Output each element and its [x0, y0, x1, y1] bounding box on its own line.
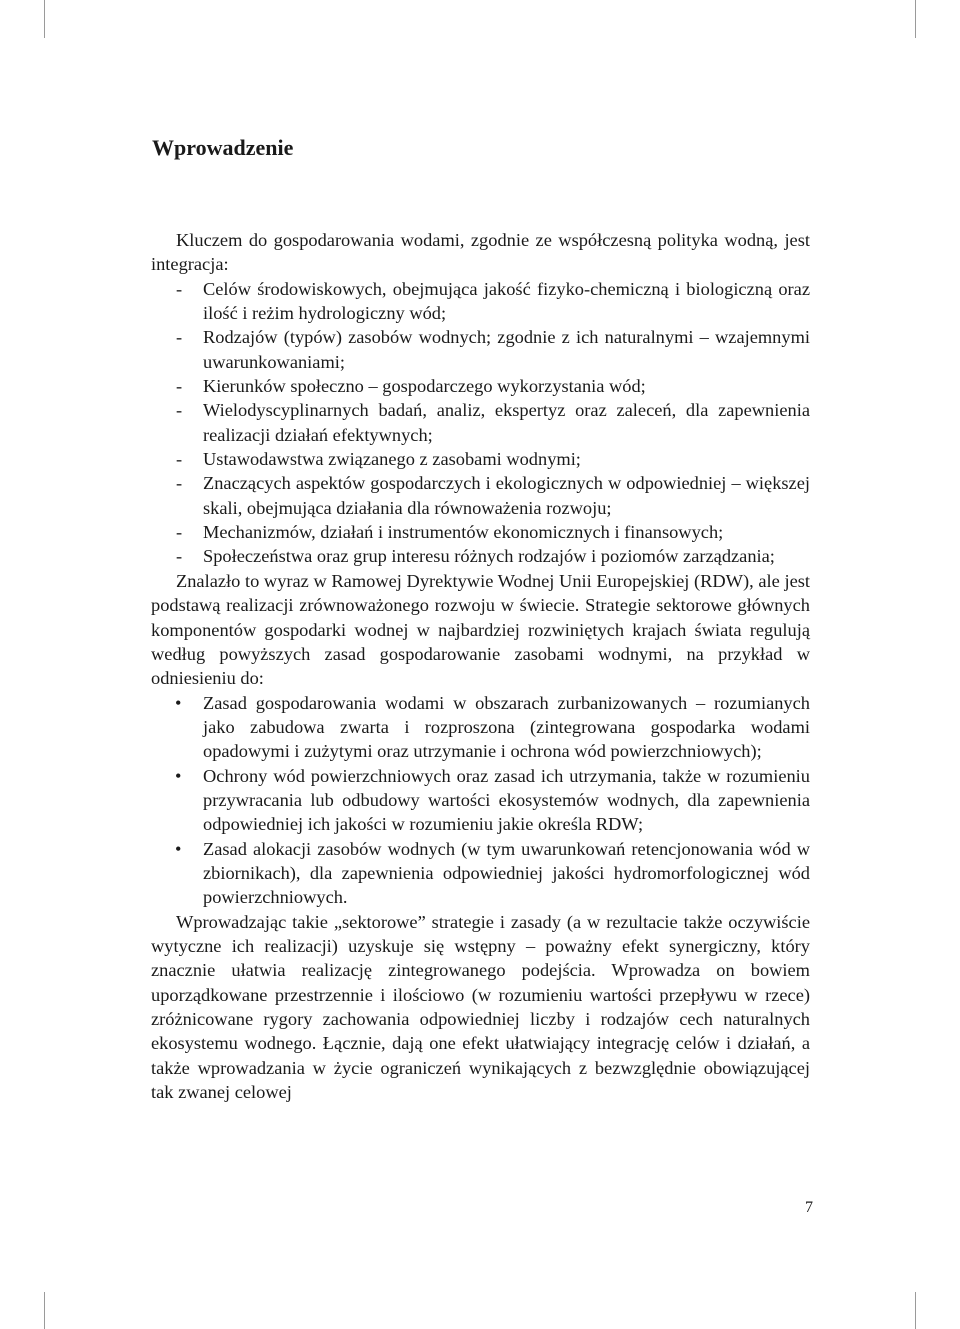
dash-marker: - [176, 522, 183, 543]
list-item [151, 374, 810, 398]
list-item-text: Kierunków społeczno – gospodarczego wykorzystania wód; [203, 376, 646, 397]
list-item [151, 471, 810, 520]
list-item [151, 277, 810, 326]
list-item-text: Zasad gospodarowania wodami w obszarach zurbanizowanych – rozumianych jako zabudowa zwarta i rozproszona (zintegrowana gospodarka wodami opadowymi i zużytymi oraz utrzymanie i ochrona wód powierzchniowych); [203, 692, 810, 762]
dash-marker: - [176, 546, 183, 567]
list-item-text: Rodzajów (typów) zasobów wodnych; zgodnie z ich naturalnymi – wzajemnymi uwarunkowaniami; [203, 327, 810, 372]
list-item [151, 520, 810, 544]
list-item-text: Znaczących aspektów gospodarczych i ekologicznych w odpowiedniej – większej skali, obejmująca działania dla równoważenia rozwoju; [203, 473, 810, 518]
body-text [151, 228, 810, 1104]
bullet-marker: • [175, 838, 182, 859]
intro-paragraph: Kluczem do gospodarowania wodami, zgodnie ze współczesną polityka wodną, jest integracja: [151, 230, 810, 275]
rdw-paragraph: Znalazło to wyraz w Ramowej Dyrektywie Wodnej Unii Europejskiej (RDW), ale jest podstawą realizacji zrównoważonego rozwoju w świecie. Strategie sektorowe głównych komponentów gospodarki wodnej w najbardziej rozwiniętych krajach świata regulują według powyższych zasad gospodarowanie zasobami wodnymi, na przykład w odniesieniu do: [151, 570, 810, 689]
page-number: 7 [805, 1199, 813, 1216]
dash-marker: - [176, 473, 183, 494]
synergy-paragraph: Wprowadzając takie „sektorowe” strategie i zasady (a w rezultacie także oczywiście wytyczne ich realizacji) uzyskuje się wstępny – poważny efekt synergiczny, który znacznie ułatwia realizację zintegrowanego podejścia. Wprowadza on bowiem uporządkowane przestrzennie i ilościowo (w rozumieniu wartości przepływu w rzece) zróżnicowane rygory zachowania odpowiedniej liczby i rodzajów cech naturalnych ekosystemu wodnego. Łącznie, dają one efekt ułatwiający integrację celów i działań, a także wprowadzania w życie ograniczeń wynikających z bezwzględnie obowiązującej tak zwanej celowej [151, 911, 810, 1103]
bullet-marker: • [175, 765, 182, 786]
list-item [151, 764, 810, 837]
list-item-text: Ochrony wód powierzchniowych oraz zasad ich utrzymania, także w rozumieniu przywracania lub odbudowy wartości ekosystemów wodnych, dla zapewnienia odpowiedniej ich jakości w rozumieniu jakie określa RDW; [203, 765, 810, 835]
crop-mark-bottom-right [915, 1292, 916, 1329]
bullet-marker: • [175, 692, 182, 713]
integration-list [151, 277, 810, 569]
dash-marker: - [176, 449, 183, 470]
dash-marker: - [176, 376, 183, 397]
list-item-text: Ustawodawstwa związanego z zasobami wodnymi; [203, 449, 581, 470]
list-item-text: Celów środowiskowych, obejmująca jakość fizyko-chemiczną i biologiczną oraz ilość i reżim hydrologiczny wód; [203, 278, 810, 324]
crop-mark-top-right [915, 0, 916, 38]
list-item [151, 691, 810, 764]
list-item [151, 447, 810, 471]
list-item [151, 398, 810, 447]
list-item [151, 544, 810, 568]
dash-marker: - [176, 327, 183, 348]
list-item-text: Wielodyscyplinarnych badań, analiz, ekspertyz oraz zaleceń, dla zapewnienia realizacji działań efektywnych; [203, 400, 810, 445]
crop-mark-bottom-left [44, 1292, 45, 1329]
list-item-text: Społeczeństwa oraz grup interesu różnych rodzajów i poziomów zarządzania; [203, 546, 775, 567]
list-item-text: Mechanizmów, działań i instrumentów ekonomicznych i finansowych; [203, 522, 724, 543]
dash-marker: - [176, 400, 183, 421]
list-item [151, 837, 810, 910]
list-item-text: Zasad alokacji zasobów wodnych (w tym uwarunkowań retencjonowania wód w zbiornikach), dla zapewnienia odpowiedniej jakości hydromorfologicznej wód powierzchniowych. [203, 838, 810, 908]
list-item [151, 325, 810, 374]
page-title: Wprowadzenie [152, 135, 294, 160]
sector-strategy-list [151, 691, 810, 910]
dash-marker: - [176, 278, 183, 299]
crop-mark-top-left [44, 0, 45, 38]
